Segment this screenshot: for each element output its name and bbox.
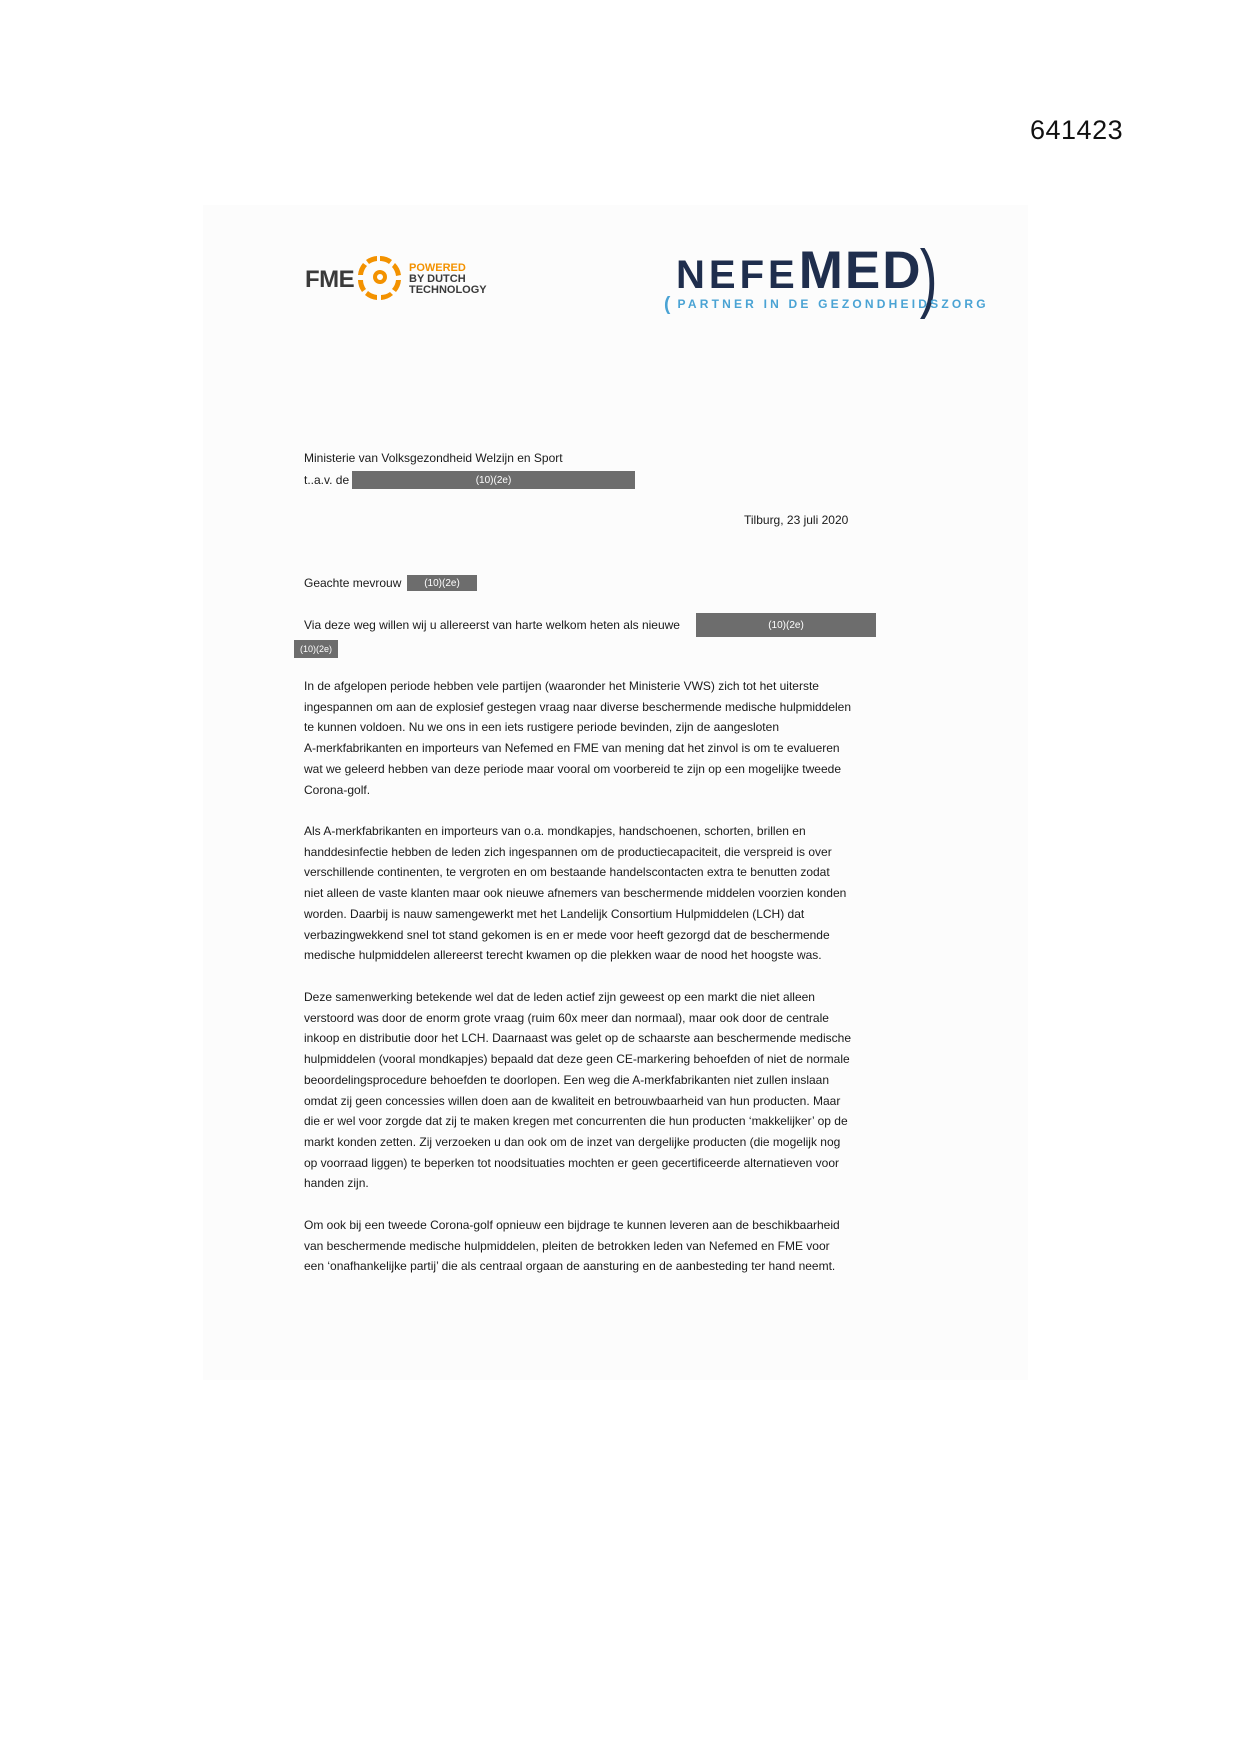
text-line: Als A-merkfabrikanten en importeurs van o.a. mondkapjes, handschoenen, schorten, brillen en (304, 824, 806, 838)
fme-tagline-line: POWERED (409, 262, 466, 274)
salutation: Geachte mevrouw (304, 576, 402, 590)
text-line: verstoord was door de enorm grote vraag (ruim 60x meer dan normaal), maar ook door de centrale (304, 1010, 829, 1025)
redaction-box: (10)(2e) (294, 640, 338, 658)
redaction-box: (10)(2e) (696, 613, 876, 637)
nefemed-logo (660, 235, 989, 320)
redaction-box: (10)(2e) (352, 471, 635, 489)
nefemed-name-left: NEFE (676, 253, 799, 297)
fme-tagline-line: BY DUTCH (409, 273, 466, 285)
text-line: markt konden zetten. Zij verzoeken u dan ook om de inzet van dergelijke producten (die mogelijk nog (304, 1134, 841, 1149)
text-line: van beschermende medische hulpmiddelen, pleiten de betrokken leden van Nefemed en FME voor (304, 1238, 830, 1253)
place-date: Tilburg, 23 juli 2020 (744, 513, 849, 527)
text-line: op voorraad liggen) te beperken tot noodsituaties mochten er geen gecertificeerde alternatieven voor (304, 1155, 840, 1170)
text-line: verbazingwekkend snel tot stand gekomen is en er mede voor heeft gezorgd dat de beschermende (304, 927, 830, 942)
text-line: A-merkfabrikanten en importeurs van Nefemed en FME van mening dat het zinvol is om te evalueren (304, 741, 840, 756)
text-line: te kunnen voldoen. Nu we ons in een iets rustigere periode bevinden, zijn de aangesloten (304, 720, 779, 735)
text-line: beoordelingsprocedure behoefden te doorlopen. Een weg die A-merkfabrikanten niet zullen inslaan (304, 1072, 830, 1087)
recipient-attention: t..a.v. de (304, 473, 350, 487)
redaction-box: (10)(2e) (407, 575, 477, 591)
body-paragraph (304, 1215, 874, 1277)
fme-logo-text: FME (305, 266, 355, 293)
gear-icon (357, 252, 403, 302)
fme-tagline (409, 263, 487, 296)
text-line: die er wel voor zorgde dat zij te maken kregen met concurrenten die hun producten ‘makkelijker’ op de (304, 1114, 848, 1129)
text-line: handdesinfectie hebben de leden zich ingespannen om de productiecapaciteit, die verspreid is over (304, 844, 832, 859)
closing-bracket-icon: ) (919, 235, 938, 320)
text-line: Om ook bij een tweede Corona-golf opnieuw een bijdrage te kunnen leveren aan de beschikbaarheid (304, 1218, 840, 1232)
nefemed-name-right: MED (798, 241, 923, 300)
text-line: inkoop en distributie door het LCH. Daarnaast was gelet op de schaarste aan beschermende medische (304, 1031, 851, 1046)
text-line: handen zijn. (304, 1176, 369, 1191)
text-line: hulpmiddelen (vooral mondkapjes) bepaald dat deze geen CE-markering behoefden of niet de normale (304, 1052, 850, 1067)
body-paragraph (304, 821, 874, 966)
nefemed-tagline-text: PARTNER IN DE GEZONDHEIDSZORG (677, 297, 989, 311)
text-line: verschillende continenten, te vergroten en om bestaande handelscontacten extra te benutten zodat (304, 865, 830, 880)
fme-logo (305, 248, 505, 308)
document-number: 641423 (1030, 115, 1124, 145)
nefemed-tagline (664, 292, 989, 314)
text-line: niet alleen de vaste klanten maar ook nieuwe afnemers van beschermende middelen voorzien konden (304, 886, 847, 901)
intro-line: Via deze weg willen wij u allereerst van harte welkom heten als nieuwe (304, 618, 680, 632)
text-line: Corona-golf. (304, 782, 371, 797)
text-line: wat we geleerd hebben van deze periode maar vooral om voorbereid te zijn op een mogelijke tweede (304, 761, 841, 776)
text-line: In de afgelopen periode hebben vele partijen (waaronder het Ministerie VWS) zich tot het uiterste (304, 679, 819, 693)
text-line: omdat zij geen concessies willen doen aan de kwaliteit en betrouwbaarheid van hun producten. Maar (304, 1093, 841, 1108)
text-line: een ‘onafhankelijke partij’ die als centraal orgaan de aansturing en de aanbesteding ter hand neemt. (304, 1259, 836, 1274)
recipient-line: Ministerie van Volksgezondheid Welzijn en Sport (304, 451, 563, 465)
text-line: ingespannen om aan de explosief gestegen vraag naar diverse beschermende medische hulpmiddelen (304, 699, 852, 714)
text-line: Deze samenwerking betekende wel dat de leden actief zijn geweest op een markt die niet alleen (304, 990, 815, 1004)
fme-tagline-line: TECHNOLOGY (409, 284, 487, 296)
text-line: worden. Daarbij is nauw samengewerkt met het Landelijk Consortium Hulpmiddelen (LCH) dat (304, 906, 805, 921)
body-paragraph (304, 676, 874, 800)
body-paragraph (304, 987, 874, 1194)
text-line: medische hulpmiddelen allereerst terecht kwamen op die plekken waar de nood het hoogste was. (304, 948, 822, 963)
opening-bracket-icon: ( (664, 294, 674, 315)
